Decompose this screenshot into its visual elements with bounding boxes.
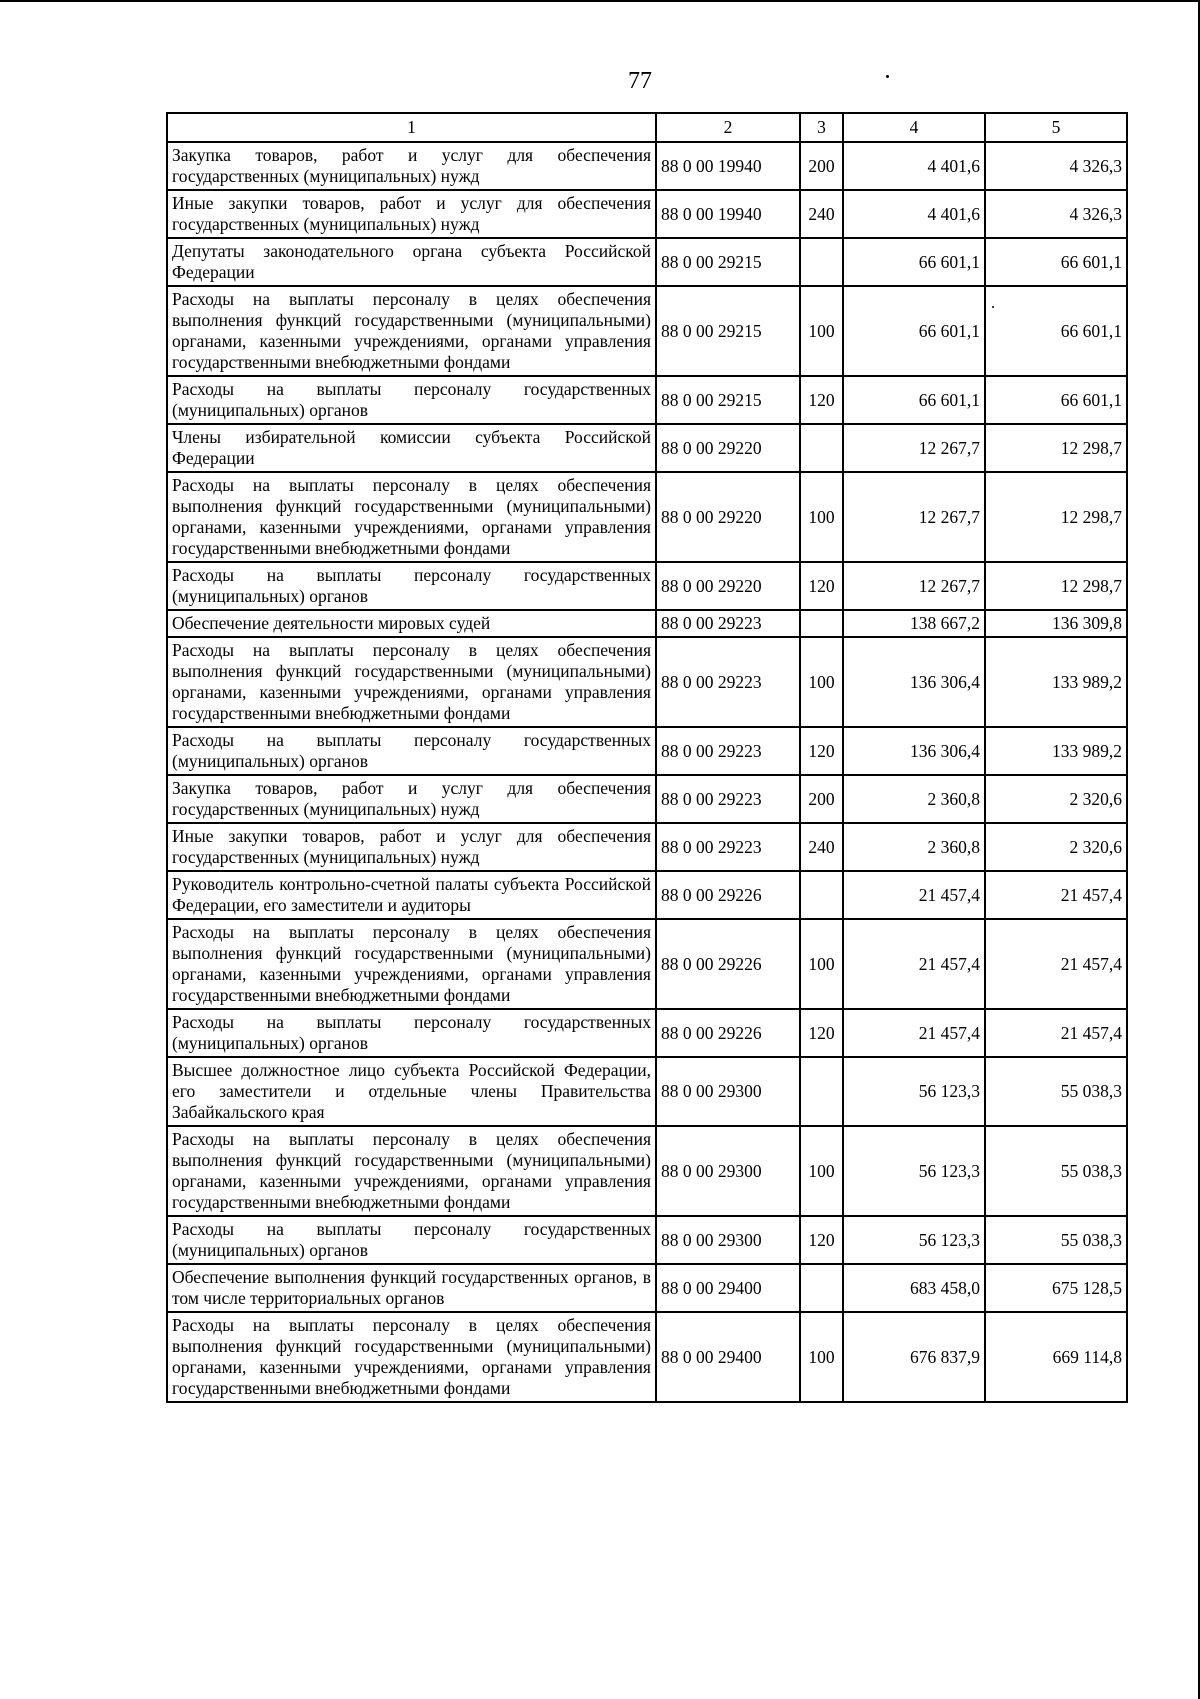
table-row [167,727,1127,775]
amount-2020-cell: 66 601,1 [985,286,1127,376]
description-cell: Члены избирательной комиссии субъекта Российской Федерации [167,424,656,472]
amount-2019-cell: 21 457,4 [843,871,985,919]
code-cell: 88 0 00 19940 [656,190,800,238]
table-row [167,1216,1127,1264]
amount-2020-cell: 133 989,2 [985,637,1127,727]
code-cell: 88 0 00 29226 [656,1009,800,1057]
amount-2020-cell: 66 601,1 [985,238,1127,286]
code-cell: 88 0 00 29215 [656,376,800,424]
table-row [167,190,1127,238]
amount-2019-cell: 138 667,2 [843,610,985,637]
amount-2019-cell: 136 306,4 [843,727,985,775]
amount-2020-cell: 669 114,8 [985,1312,1127,1402]
expense-type-cell: 200 [800,775,843,823]
amount-2020-cell: 55 038,3 [985,1126,1127,1216]
amount-2020-cell: 55 038,3 [985,1057,1127,1126]
table-row [167,1264,1127,1312]
description-cell: Обеспечение выполнения функций государственных органов, в том числе территориальных органов [167,1264,656,1312]
code-cell: 88 0 00 29226 [656,871,800,919]
expense-type-cell [800,238,843,286]
column-header: 2 [656,113,800,142]
table-row [167,871,1127,919]
table-row [167,1126,1127,1216]
description-cell: Расходы на выплаты персоналу в целях обеспечения выполнения функций государственными (муниципальными) органами, казенными учреждениями, органами управления государственными внебюджетными фондами [167,1126,656,1216]
description-cell: Расходы на выплаты персоналу государственных (муниципальных) органов [167,562,656,610]
description-cell: Расходы на выплаты персоналу в целях обеспечения выполнения функций государственными (муниципальными) органами, казенными учреждениями, органами управления государственными внебюджетными фондами [167,286,656,376]
table-row [167,637,1127,727]
description-cell: Расходы на выплаты персоналу в целях обеспечения выполнения функций государственными (муниципальными) органами, казенными учреждениями, органами управления государственными внебюджетными фондами [167,472,656,562]
amount-2020-cell: 12 298,7 [985,424,1127,472]
table-row [167,1312,1127,1402]
table-row [167,424,1127,472]
page-number: 77 [628,68,652,94]
expense-type-cell [800,871,843,919]
amount-2019-cell: 56 123,3 [843,1057,985,1126]
code-cell: 88 0 00 29400 [656,1312,800,1402]
description-cell: Иные закупки товаров, работ и услуг для обеспечения государственных (муниципальных) нужд [167,190,656,238]
expense-type-cell: 120 [800,1216,843,1264]
code-cell: 88 0 00 29223 [656,727,800,775]
code-cell: 88 0 00 29300 [656,1126,800,1216]
amount-2019-cell: 56 123,3 [843,1126,985,1216]
table-row [167,238,1127,286]
amount-2020-cell: 21 457,4 [985,1009,1127,1057]
expense-type-cell: 100 [800,1312,843,1402]
column-header: 3 [800,113,843,142]
amount-2019-cell: 12 267,7 [843,472,985,562]
amount-2019-cell: 12 267,7 [843,424,985,472]
amount-2020-cell: 136 309,8 [985,610,1127,637]
expense-type-cell: 100 [800,286,843,376]
amount-2019-cell: 12 267,7 [843,562,985,610]
column-header: 1 [167,113,656,142]
table-row [167,775,1127,823]
column-header: 4 [843,113,985,142]
expense-type-cell: 240 [800,190,843,238]
expense-type-cell [800,1057,843,1126]
amount-2019-cell: 66 601,1 [843,286,985,376]
amount-2019-cell: 676 837,9 [843,1312,985,1402]
description-cell: Закупка товаров, работ и услуг для обеспечения государственных (муниципальных) нужд [167,142,656,190]
amount-2020-cell: 2 320,6 [985,823,1127,871]
expense-type-cell: 200 [800,142,843,190]
expense-type-cell: 100 [800,637,843,727]
code-cell: 88 0 00 19940 [656,142,800,190]
table-row [167,142,1127,190]
amount-2020-cell: 4 326,3 [985,190,1127,238]
code-cell: 88 0 00 29215 [656,286,800,376]
amount-2019-cell: 136 306,4 [843,637,985,727]
expense-type-cell: 120 [800,727,843,775]
code-cell: 88 0 00 29300 [656,1216,800,1264]
table-row [167,610,1127,637]
table-row [167,919,1127,1009]
amount-2019-cell: 66 601,1 [843,376,985,424]
expense-type-cell: 100 [800,1126,843,1216]
budget-table [166,112,1128,1403]
amount-2019-cell: 66 601,1 [843,238,985,286]
code-cell: 88 0 00 29215 [656,238,800,286]
table-row [167,823,1127,871]
description-cell: Обеспечение деятельности мировых судей [167,610,656,637]
amount-2019-cell: 2 360,8 [843,775,985,823]
expense-type-cell [800,610,843,637]
column-header: 5 [985,113,1127,142]
description-cell: Закупка товаров, работ и услуг для обеспечения государственных (муниципальных) нужд [167,775,656,823]
amount-2020-cell: 12 298,7 [985,472,1127,562]
description-cell: Высшее должностное лицо субъекта Российской Федерации, его заместители и отдельные члены Правительства Забайкальского края [167,1057,656,1126]
amount-2020-cell: 2 320,6 [985,775,1127,823]
description-cell: Расходы на выплаты персоналу государственных (муниципальных) органов [167,727,656,775]
table-row [167,472,1127,562]
description-cell: Руководитель контрольно-счетной палаты субъекта Российской Федерации, его заместители и аудиторы [167,871,656,919]
description-cell: Расходы на выплаты персоналу государственных (муниципальных) органов [167,1216,656,1264]
table-row [167,1057,1127,1126]
amount-2020-cell: 21 457,4 [985,871,1127,919]
description-cell: Расходы на выплаты персоналу государственных (муниципальных) органов [167,1009,656,1057]
expense-type-cell: 120 [800,1009,843,1057]
expense-type-cell: 120 [800,376,843,424]
table-row [167,286,1127,376]
header-row [167,113,1127,142]
amount-2020-cell: 66 601,1 [985,376,1127,424]
table-row [167,376,1127,424]
code-cell: 88 0 00 29226 [656,919,800,1009]
description-cell: Расходы на выплаты персоналу в целях обеспечения выполнения функций государственными (муниципальными) органами, казенными учреждениями, органами управления государственными внебюджетными фондами [167,1312,656,1402]
amount-2020-cell: 133 989,2 [985,727,1127,775]
scan-border-top [0,0,1200,2]
description-cell: Расходы на выплаты персоналу государственных (муниципальных) органов [167,376,656,424]
code-cell: 88 0 00 29223 [656,637,800,727]
expense-type-cell: 240 [800,823,843,871]
amount-2019-cell: 21 457,4 [843,919,985,1009]
expense-type-cell: 100 [800,919,843,1009]
code-cell: 88 0 00 29223 [656,775,800,823]
amount-2020-cell: 12 298,7 [985,562,1127,610]
amount-2019-cell: 4 401,6 [843,190,985,238]
description-cell: Расходы на выплаты персоналу в целях обеспечения выполнения функций государственными (муниципальными) органами, казенными учреждениями, органами управления государственными внебюджетными фондами [167,919,656,1009]
expense-type-cell [800,1264,843,1312]
description-cell: Расходы на выплаты персоналу в целях обеспечения выполнения функций государственными (муниципальными) органами, казенными учреждениями, органами управления государственными внебюджетными фондами [167,637,656,727]
amount-2019-cell: 56 123,3 [843,1216,985,1264]
table-row [167,1009,1127,1057]
code-cell: 88 0 00 29400 [656,1264,800,1312]
amount-2020-cell: 675 128,5 [985,1264,1127,1312]
code-cell: 88 0 00 29300 [656,1057,800,1126]
code-cell: 88 0 00 29223 [656,610,800,637]
amount-2019-cell: 2 360,8 [843,823,985,871]
code-cell: 88 0 00 29220 [656,472,800,562]
expense-type-cell [800,424,843,472]
description-cell: Депутаты законодательного органа субъекта Российской Федерации [167,238,656,286]
amount-2019-cell: 683 458,0 [843,1264,985,1312]
expense-type-cell: 100 [800,472,843,562]
code-cell: 88 0 00 29220 [656,424,800,472]
description-cell: Иные закупки товаров, работ и услуг для обеспечения государственных (муниципальных) нужд [167,823,656,871]
amount-2020-cell: 21 457,4 [985,919,1127,1009]
code-cell: 88 0 00 29220 [656,562,800,610]
table-row [167,562,1127,610]
code-cell: 88 0 00 29223 [656,823,800,871]
expense-type-cell: 120 [800,562,843,610]
amount-2019-cell: 21 457,4 [843,1009,985,1057]
amount-2019-cell: 4 401,6 [843,142,985,190]
amount-2020-cell: 4 326,3 [985,142,1127,190]
amount-2020-cell: 55 038,3 [985,1216,1127,1264]
